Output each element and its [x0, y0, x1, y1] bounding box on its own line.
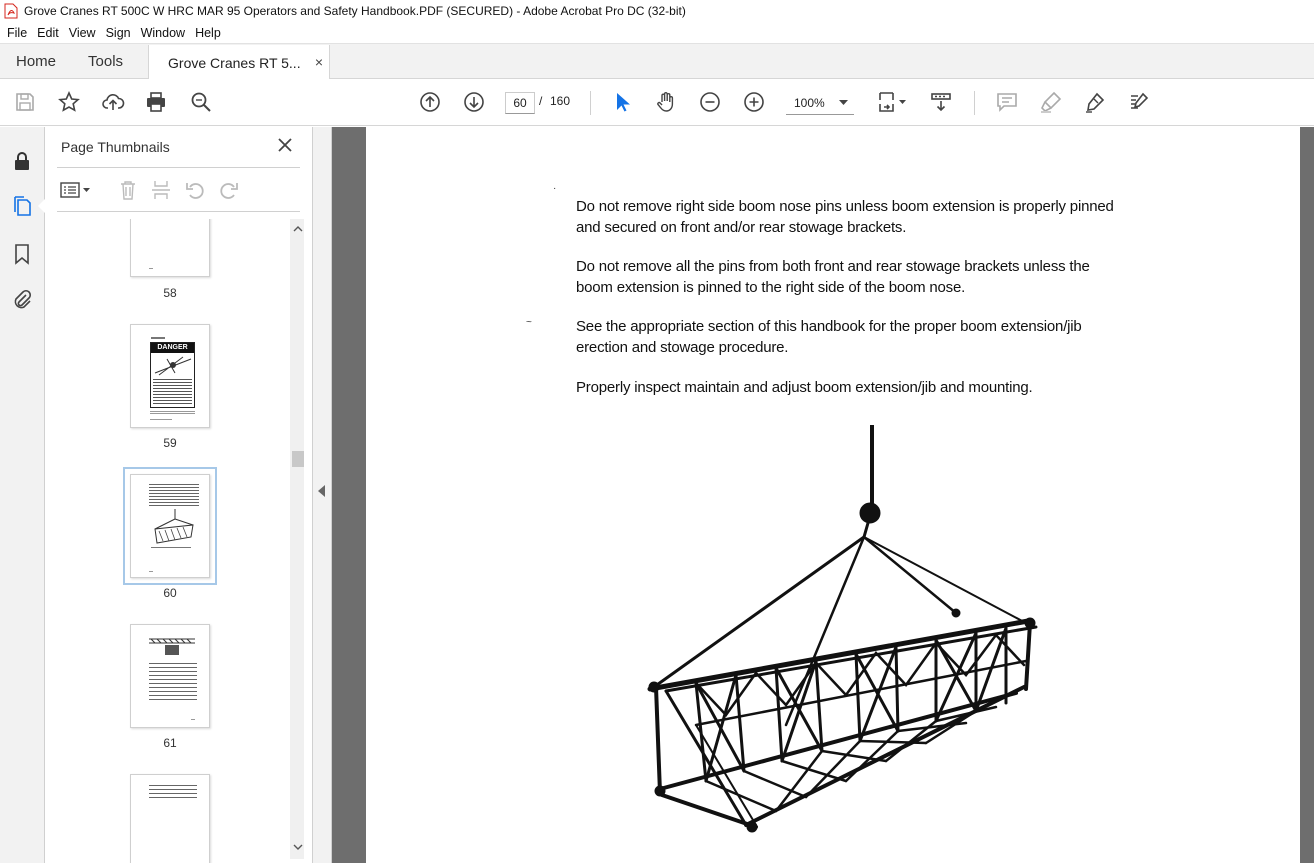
menu-window[interactable]: Window [140, 25, 186, 40]
toolbar-divider [590, 91, 591, 115]
fill-sign-button[interactable] [1125, 88, 1153, 116]
plus-circle-icon [742, 90, 766, 114]
highlighter-icon [1039, 90, 1063, 114]
print-button[interactable] [142, 88, 170, 116]
page-total: 160 [550, 94, 571, 108]
thumbnail-boom-figure [147, 507, 199, 545]
paperclip-icon [11, 289, 33, 311]
collapse-panel-icon[interactable] [318, 485, 325, 497]
panel-divider [57, 211, 300, 212]
thumbnail-page[interactable] [130, 324, 210, 428]
pen-icon [1083, 90, 1107, 114]
menu-sign[interactable]: Sign [105, 25, 131, 40]
scroll-up-icon[interactable] [292, 223, 304, 235]
attachments-button[interactable] [9, 287, 35, 313]
upload-button[interactable] [99, 88, 127, 116]
zoom-out-button[interactable] [696, 88, 724, 116]
draw-button[interactable] [1081, 88, 1109, 116]
printer-icon [144, 90, 168, 114]
comment-button[interactable] [993, 88, 1021, 116]
thumbnail-page-number: 58 [163, 286, 177, 300]
panel-title: Page Thumbnails [61, 139, 170, 155]
scroll-down-icon[interactable] [292, 841, 304, 853]
scrollbar-thumb[interactable] [292, 451, 304, 467]
panel-divider [57, 167, 300, 168]
security-button[interactable] [9, 148, 35, 174]
thumbnail-scrollbar[interactable] [290, 219, 304, 859]
menu-edit[interactable]: Edit [37, 25, 59, 40]
menu-help[interactable]: Help [195, 25, 221, 40]
rotate-left-button[interactable] [182, 177, 208, 203]
search-icon [189, 90, 213, 114]
panel-toolbar [57, 175, 300, 205]
tab-tools[interactable]: Tools [88, 52, 124, 70]
scan-speck: ~ [526, 317, 532, 328]
menu-file[interactable]: File [7, 25, 28, 40]
highlight-button[interactable] [1037, 88, 1065, 116]
save-icon [13, 90, 37, 114]
zoom-level-dropdown[interactable] [786, 91, 854, 115]
chevron-down-icon [839, 100, 848, 106]
trash-icon [117, 179, 139, 201]
scroll-mode-button[interactable] [927, 88, 955, 116]
rotate-cw-icon [218, 179, 240, 201]
zoom-in-button[interactable] [740, 88, 768, 116]
hand-tool-button[interactable] [652, 88, 680, 116]
bookmark-icon [11, 243, 33, 265]
bookmarks-button[interactable] [9, 241, 35, 267]
next-page-button[interactable] [460, 88, 488, 116]
minus-circle-icon [698, 90, 722, 114]
scroll-icon [929, 90, 953, 114]
left-navigation-rail [0, 127, 45, 863]
thumbnail-danger-banner: DANGER [151, 343, 194, 353]
save-button[interactable] [11, 88, 39, 116]
tab-bar [0, 43, 1314, 79]
acrobat-app-icon [4, 3, 18, 19]
thumbnail-page[interactable] [130, 219, 210, 277]
page-thumbnails-button[interactable] [9, 193, 35, 219]
tab-home[interactable]: Home [16, 52, 57, 70]
close-icon[interactable] [275, 135, 295, 155]
pages-icon [11, 195, 33, 217]
paragraph-3: See the appropriate section of this handbook for the proper boom extension/jib erection and stowage procedure. [576, 318, 1082, 356]
page-fit-icon [876, 90, 908, 114]
menu-view[interactable]: View [68, 25, 96, 40]
rotate-right-button[interactable] [216, 177, 242, 203]
thumbnail-crane-figure [147, 633, 197, 659]
thumbnail-list [45, 219, 290, 863]
bookmark-star-button[interactable] [55, 88, 83, 116]
thumbnail-page[interactable] [130, 774, 210, 863]
page-number-input[interactable]: 60 [505, 92, 535, 114]
pdf-page [366, 127, 1300, 863]
boom-extension-illustration [636, 425, 1056, 863]
tab-document-label: Grove Cranes RT 5... [168, 55, 301, 71]
page-thumbnails-panel [45, 127, 313, 863]
document-view[interactable] [332, 127, 1314, 863]
page-display-button[interactable] [872, 88, 912, 116]
thumbnail-page-number: 59 [163, 436, 177, 450]
hand-icon [654, 90, 678, 114]
split-page-icon [150, 179, 172, 201]
rotate-ccw-icon [184, 179, 206, 201]
thumbnail-page-number: 60 [163, 586, 177, 600]
list-options-icon [59, 180, 93, 200]
insert-page-button[interactable] [148, 177, 174, 203]
select-tool-button[interactable] [608, 88, 636, 116]
star-icon [57, 90, 81, 114]
cursor-arrow-icon [610, 90, 634, 114]
cloud-upload-icon [101, 90, 125, 114]
thumbnail-options-button[interactable] [59, 177, 93, 203]
panel-splitter[interactable] [313, 127, 332, 863]
toolbar-divider [974, 91, 975, 115]
lock-icon [11, 150, 33, 172]
thumbnail-page[interactable] [130, 624, 210, 728]
arrow-up-circle-icon [418, 90, 442, 114]
window-title: Grove Cranes RT 500C W HRC MAR 95 Operators and Safety Handbook.PDF (SECURED) - Adobe Acrobat Pro DC (32-bit) [24, 4, 686, 18]
paragraph-1: Do not remove right side boom nose pins unless boom extension is properly pinned and secured on front and/or rear stowage brackets. [576, 198, 1114, 236]
menu-bar [0, 22, 1314, 43]
arrow-down-circle-icon [462, 90, 486, 114]
scan-speck: · [553, 183, 557, 194]
fill-sign-icon [1127, 90, 1151, 114]
comment-icon [995, 90, 1019, 114]
page-separator: / [539, 94, 543, 108]
tab-document[interactable] [148, 45, 330, 81]
zoom-level-value: 100% [794, 95, 825, 110]
paragraph-4: Properly inspect maintain and adjust boom extension/jib and mounting. [576, 379, 1033, 396]
thumbnail-page-number: 61 [163, 736, 177, 750]
paragraph-2: Do not remove all the pins from both front and rear stowage brackets unless the boom extension is pinned to the right side of the boom nose. [576, 258, 1090, 296]
rail-active-indicator [38, 199, 45, 213]
main-toolbar [0, 79, 1314, 126]
thumbnail-hazard-figure [153, 355, 193, 377]
previous-page-button[interactable] [416, 88, 444, 116]
search-button[interactable] [187, 88, 215, 116]
delete-page-button[interactable] [115, 177, 141, 203]
thumbnail-page-selected[interactable] [130, 474, 210, 578]
title-bar [0, 0, 1314, 22]
tab-close-button[interactable]: × [314, 54, 324, 70]
